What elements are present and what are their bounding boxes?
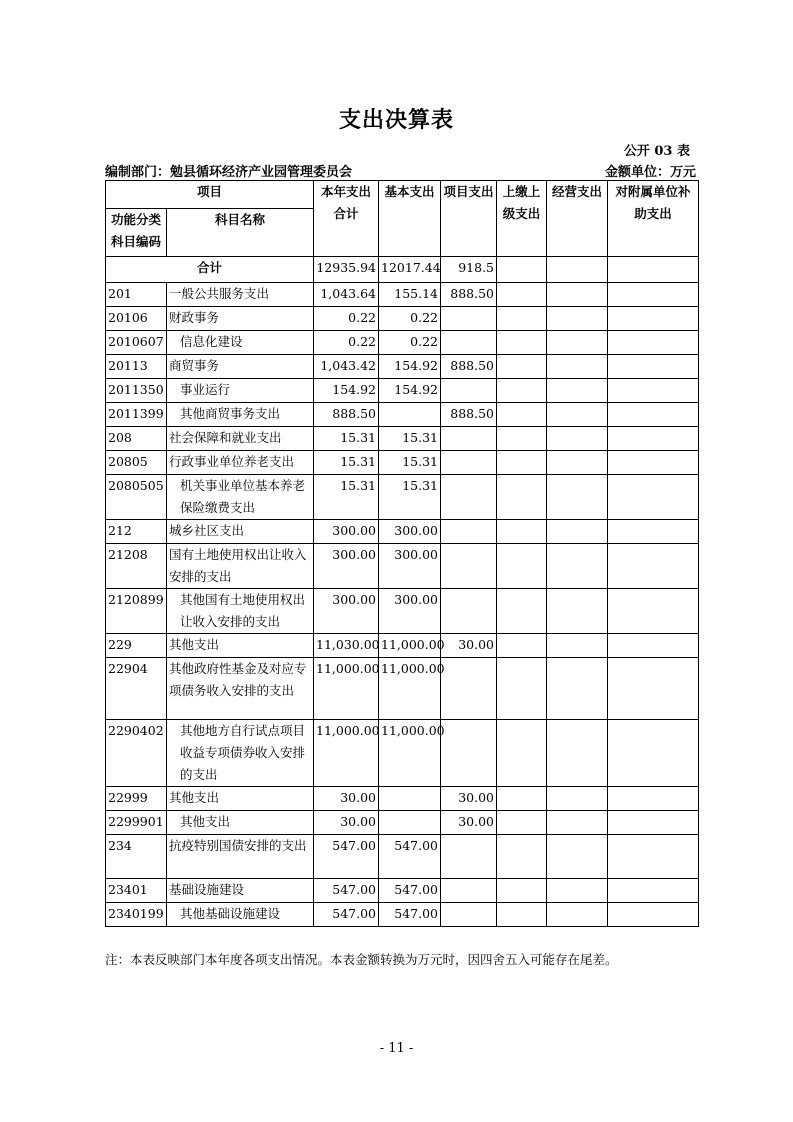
row-total: 888.50 <box>314 403 379 427</box>
row-basic: 155.14 <box>379 283 441 307</box>
header-project: 项目支出 <box>441 181 497 257</box>
row-business <box>547 879 608 903</box>
total-upper <box>497 257 547 283</box>
row-total: 30.00 <box>314 787 379 811</box>
row-upper <box>497 427 547 451</box>
row-subject-name: 一般公共服务支出 <box>167 283 314 307</box>
row-subsidy <box>608 811 699 835</box>
row-code: 2011350 <box>106 379 167 403</box>
row-subject-name: 城乡社区支出 <box>167 520 314 544</box>
page-number: - 11 - <box>379 1041 414 1056</box>
row-project <box>441 307 497 331</box>
row-subsidy <box>608 379 699 403</box>
row-subsidy <box>608 403 699 427</box>
row-code: 2290402 <box>106 720 167 787</box>
row-basic: 11,000.00 <box>379 634 441 658</box>
expenditure-table <box>105 180 699 927</box>
table-row <box>106 658 699 720</box>
row-subsidy <box>608 283 699 307</box>
row-total: 30.00 <box>314 811 379 835</box>
row-basic: 15.31 <box>379 451 441 475</box>
row-basic: 0.22 <box>379 307 441 331</box>
row-code: 20106 <box>106 307 167 331</box>
row-subject-name: 基础设施建设 <box>167 879 314 903</box>
row-business <box>547 835 608 879</box>
row-upper <box>497 355 547 379</box>
row-business <box>547 307 608 331</box>
row-subject-name: 其他政府性基金及对应专项债务收入安排的支出 <box>167 658 314 720</box>
row-basic: 154.92 <box>379 379 441 403</box>
row-total: 300.00 <box>314 520 379 544</box>
table-row <box>106 544 699 589</box>
row-upper <box>497 544 547 589</box>
row-business <box>547 283 608 307</box>
row-code: 208 <box>106 427 167 451</box>
table-row <box>106 520 699 544</box>
row-business <box>547 720 608 787</box>
row-subsidy <box>608 427 699 451</box>
row-business <box>547 427 608 451</box>
table-row <box>106 787 699 811</box>
row-total: 0.22 <box>314 307 379 331</box>
row-upper <box>497 475 547 520</box>
table-row <box>106 720 699 787</box>
row-code: 22904 <box>106 658 167 720</box>
row-basic: 300.00 <box>379 520 441 544</box>
row-code: 2120899 <box>106 589 167 634</box>
row-project <box>441 520 497 544</box>
row-project <box>441 331 497 355</box>
row-basic: 547.00 <box>379 903 441 927</box>
row-project <box>441 544 497 589</box>
row-upper <box>497 520 547 544</box>
row-business <box>547 658 608 720</box>
row-subject-name: 行政事业单位养老支出 <box>167 451 314 475</box>
table-row <box>106 811 699 835</box>
row-upper <box>497 787 547 811</box>
header-business: 经营支出 <box>547 181 608 257</box>
row-upper <box>497 283 547 307</box>
row-basic <box>379 811 441 835</box>
page-title: 支出决算表 <box>338 107 454 133</box>
row-upper <box>497 879 547 903</box>
row-code: 2340199 <box>106 903 167 927</box>
row-subject-name: 信息化建设 <box>167 331 314 355</box>
row-total: 0.22 <box>314 331 379 355</box>
row-business <box>547 811 608 835</box>
row-basic: 300.00 <box>379 589 441 634</box>
row-subsidy <box>608 787 699 811</box>
form-number: 公开 03 表 <box>623 144 690 159</box>
row-basic: 15.31 <box>379 427 441 451</box>
row-upper <box>497 835 547 879</box>
row-code: 212 <box>106 520 167 544</box>
row-basic: 11,000.00 <box>379 720 441 787</box>
table-row <box>106 903 699 927</box>
row-code: 2010607 <box>106 331 167 355</box>
row-upper <box>497 331 547 355</box>
row-total: 300.00 <box>314 544 379 589</box>
row-project: 888.50 <box>441 403 497 427</box>
table-row <box>106 307 699 331</box>
row-business <box>547 787 608 811</box>
row-basic: 547.00 <box>379 879 441 903</box>
row-code: 23401 <box>106 879 167 903</box>
row-business <box>547 403 608 427</box>
row-total: 15.31 <box>314 427 379 451</box>
row-upper <box>497 379 547 403</box>
row-subsidy <box>608 520 699 544</box>
row-code: 22999 <box>106 787 167 811</box>
row-project <box>441 658 497 720</box>
row-upper <box>497 811 547 835</box>
header-subject-name: 科目名称 <box>167 209 314 257</box>
row-business <box>547 355 608 379</box>
row-business <box>547 475 608 520</box>
row-subject-name: 其他国有土地使用权出让收入安排的支出 <box>167 589 314 634</box>
row-business <box>547 634 608 658</box>
footnote: 注：本表反映部门本年度各项支出情况。本表金额转换为万元时，因四舍五入可能存在尾差。 <box>105 952 618 967</box>
row-project <box>441 879 497 903</box>
row-code: 2080505 <box>106 475 167 520</box>
row-subsidy <box>608 720 699 787</box>
row-total: 11,000.00 <box>314 720 379 787</box>
total-sum: 12935.94 <box>314 257 379 283</box>
row-total: 1,043.64 <box>314 283 379 307</box>
table-row <box>106 634 699 658</box>
total-business <box>547 257 608 283</box>
row-project <box>441 835 497 879</box>
header-total: 本年支出合计 <box>314 181 379 257</box>
row-subject-name: 抗疫特别国债安排的支出 <box>167 835 314 879</box>
row-project: 30.00 <box>441 634 497 658</box>
row-basic: 547.00 <box>379 835 441 879</box>
table-row <box>106 283 699 307</box>
row-total: 300.00 <box>314 589 379 634</box>
row-project: 888.50 <box>441 283 497 307</box>
table-row <box>106 427 699 451</box>
row-code: 234 <box>106 835 167 879</box>
row-project: 30.00 <box>441 811 497 835</box>
table-row <box>106 879 699 903</box>
row-business <box>547 379 608 403</box>
unit-label: 金额单位：万元 <box>604 165 696 180</box>
row-total: 547.00 <box>314 879 379 903</box>
row-total: 1,043.42 <box>314 355 379 379</box>
table-row <box>106 475 699 520</box>
row-code: 20113 <box>106 355 167 379</box>
row-project <box>441 475 497 520</box>
row-subject-name: 其他支出 <box>167 634 314 658</box>
row-project: 888.50 <box>441 355 497 379</box>
row-code: 229 <box>106 634 167 658</box>
department-label: 编制部门：勉县循环经济产业园管理委员会 <box>105 165 353 180</box>
table-row <box>106 835 699 879</box>
header-func-code: 功能分类科目编码 <box>106 209 167 257</box>
row-basic <box>379 403 441 427</box>
header-subsidy: 对附属单位补助支出 <box>608 181 699 257</box>
table-row <box>106 403 699 427</box>
total-label: 合计 <box>106 257 314 283</box>
row-subject-name: 商贸事务 <box>167 355 314 379</box>
row-project <box>441 903 497 927</box>
total-row <box>106 257 699 283</box>
row-total: 547.00 <box>314 903 379 927</box>
row-basic: 15.31 <box>379 475 441 520</box>
table-row <box>106 331 699 355</box>
row-total: 11,030.00 <box>314 634 379 658</box>
row-subject-name: 其他支出 <box>167 787 314 811</box>
row-subsidy <box>608 307 699 331</box>
header-upper: 上缴上级支出 <box>497 181 547 257</box>
row-subject-name: 事业运行 <box>167 379 314 403</box>
row-business <box>547 520 608 544</box>
row-project <box>441 379 497 403</box>
row-code: 2011399 <box>106 403 167 427</box>
row-project <box>441 427 497 451</box>
row-subsidy <box>608 475 699 520</box>
row-code: 21208 <box>106 544 167 589</box>
total-project: 918.5 <box>441 257 497 283</box>
row-code: 20805 <box>106 451 167 475</box>
row-upper <box>497 307 547 331</box>
row-total: 15.31 <box>314 475 379 520</box>
row-upper <box>497 451 547 475</box>
table-row <box>106 589 699 634</box>
header-basic: 基本支出 <box>379 181 441 257</box>
row-total: 154.92 <box>314 379 379 403</box>
row-subsidy <box>608 634 699 658</box>
row-code: 2299901 <box>106 811 167 835</box>
row-subject-name: 其他商贸事务支出 <box>167 403 314 427</box>
row-subsidy <box>608 903 699 927</box>
row-subsidy <box>608 331 699 355</box>
row-total: 15.31 <box>314 451 379 475</box>
row-subject-name: 机关事业单位基本养老保险缴费支出 <box>167 475 314 520</box>
row-business <box>547 451 608 475</box>
total-basic: 12017.44 <box>379 257 441 283</box>
row-subject-name: 其他基础设施建设 <box>167 903 314 927</box>
row-subject-name: 社会保障和就业支出 <box>167 427 314 451</box>
row-business <box>547 903 608 927</box>
row-project <box>441 451 497 475</box>
row-subsidy <box>608 544 699 589</box>
row-basic <box>379 787 441 811</box>
row-subsidy <box>608 658 699 720</box>
row-subsidy <box>608 835 699 879</box>
table-row <box>106 355 699 379</box>
row-project <box>441 589 497 634</box>
row-total: 547.00 <box>314 835 379 879</box>
row-upper <box>497 634 547 658</box>
row-basic: 0.22 <box>379 331 441 355</box>
row-business <box>547 331 608 355</box>
row-subject-name: 其他支出 <box>167 811 314 835</box>
header-item: 项目 <box>106 181 314 209</box>
row-business <box>547 589 608 634</box>
row-basic: 300.00 <box>379 544 441 589</box>
row-subject-name: 财政事务 <box>167 307 314 331</box>
row-upper <box>497 589 547 634</box>
table-row <box>106 451 699 475</box>
row-subsidy <box>608 589 699 634</box>
row-upper <box>497 403 547 427</box>
row-upper <box>497 903 547 927</box>
row-subsidy <box>608 451 699 475</box>
row-project: 30.00 <box>441 787 497 811</box>
row-subject-name: 国有土地使用权出让收入安排的支出 <box>167 544 314 589</box>
row-project <box>441 720 497 787</box>
row-subject-name: 其他地方自行试点项目收益专项债券收入安排的支出 <box>167 720 314 787</box>
total-subsidy <box>608 257 699 283</box>
row-business <box>547 544 608 589</box>
row-subsidy <box>608 355 699 379</box>
table-row <box>106 379 699 403</box>
row-subsidy <box>608 879 699 903</box>
row-basic: 154.92 <box>379 355 441 379</box>
row-upper <box>497 720 547 787</box>
row-total: 11,000.00 <box>314 658 379 720</box>
row-basic: 11,000.00 <box>379 658 441 720</box>
row-code: 201 <box>106 283 167 307</box>
row-upper <box>497 658 547 720</box>
